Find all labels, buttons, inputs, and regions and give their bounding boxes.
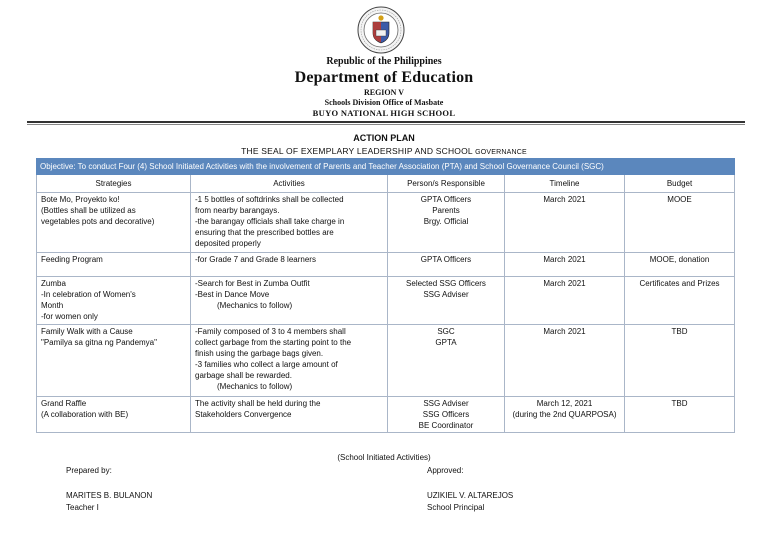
plan-title: ACTION PLAN — [353, 133, 415, 143]
activities-cell: -1 5 bottles of softdrinks shall be collected from nearby barangays. -the barangay officials shall take charge in ensuring that the prescribed bottles are deposited properly — [191, 193, 388, 253]
responsible-cell: GPTA Officers — [388, 253, 505, 277]
budget-cell: TBD — [625, 397, 735, 433]
strategy-cell: Family Walk with a Cause "Pamilya sa gitna ng Pandemya" — [37, 325, 191, 397]
column-header: Person/s Responsible — [388, 175, 505, 193]
division-line: Schools Division Office of Masbate — [324, 98, 444, 107]
responsible-cell: SSG Adviser SSG Officers BE Coordinator — [388, 397, 505, 433]
activities-cell: The activity shall be held during the Stakeholders Convergence — [191, 397, 388, 433]
table-row — [37, 325, 735, 397]
strategy-cell: Grand Raffle (A collaboration with BE) — [37, 397, 191, 433]
deped-seal-logo — [357, 6, 405, 54]
timeline-cell: March 2021 — [505, 277, 625, 325]
table-row — [37, 277, 735, 325]
republic-line: Republic of the Philippines — [326, 56, 442, 67]
plan-subtitle: THE SEAL OF EXEMPLARY LEADERSHIP AND SCHOOL GOVERNANCE — [241, 146, 527, 156]
column-header: Strategies — [37, 175, 191, 193]
activities-cell: -for Grade 7 and Grade 8 learners — [191, 253, 388, 277]
activities-cell: -Search for Best in Zumba Outfit -Best in Dance Move (Mechanics to follow) — [191, 277, 388, 325]
header-divider-thin — [27, 124, 745, 125]
table-row — [37, 253, 735, 277]
activities-cell: -Family composed of 3 to 4 members shall collect garbage from the starting point to the finish using the garbage bags given. -3 families who collect a large amount of garbage shall be rewarded. (Mechanics to follow) — [191, 325, 388, 397]
column-header: Activities — [191, 175, 388, 193]
department-title: Department of Education — [294, 69, 474, 86]
header-divider — [27, 121, 745, 123]
table-row — [37, 397, 735, 433]
approved-label: Approved: — [427, 466, 464, 475]
table-header-row — [37, 175, 735, 193]
timeline-cell: March 2021 — [505, 253, 625, 277]
action-plan-table — [36, 158, 735, 433]
region-line: REGION V — [363, 88, 405, 97]
strategy-cell: Feeding Program — [37, 253, 191, 277]
table-footnote: (School Initiated Activities) — [337, 453, 431, 462]
approved-title: School Principal — [427, 503, 485, 512]
budget-cell: MOOE — [625, 193, 735, 253]
table-row — [37, 193, 735, 253]
column-header: Timeline — [505, 175, 625, 193]
prepared-by-name: MARITES B. BULANON — [66, 491, 153, 500]
responsible-cell: SGC GPTA — [388, 325, 505, 397]
budget-cell: MOOE, donation — [625, 253, 735, 277]
column-header: Budget — [625, 175, 735, 193]
timeline-cell: March 2021 — [505, 325, 625, 397]
prepared-by-label: Prepared by: — [66, 466, 112, 475]
strategy-cell: Zumba -In celebration of Women's Month -for women only — [37, 277, 191, 325]
prepared-by-title: Teacher I — [66, 503, 99, 512]
school-name: BUYO NATIONAL HIGH SCHOOL — [312, 108, 456, 118]
strategy-cell: Bote Mo, Proyekto ko! (Bottles shall be utilized as vegetables pots and decorative) — [37, 193, 191, 253]
responsible-cell: Selected SSG Officers SSG Adviser — [388, 277, 505, 325]
objective-text: Objective: To conduct Four (4) School Initiated Activities with the involvement of Parents and Teacher Association (PTA) and School Governance Council (SGC) — [37, 159, 735, 175]
approved-name: UZIKIEL V. ALTAREJOS — [427, 491, 514, 500]
budget-cell: TBD — [625, 325, 735, 397]
timeline-cell: March 12, 2021 (during the 2nd QUARPOSA) — [505, 397, 625, 433]
budget-cell: Certificates and Prizes — [625, 277, 735, 325]
timeline-cell: March 2021 — [505, 193, 625, 253]
responsible-cell: GPTA Officers Parents Brgy. Official — [388, 193, 505, 253]
